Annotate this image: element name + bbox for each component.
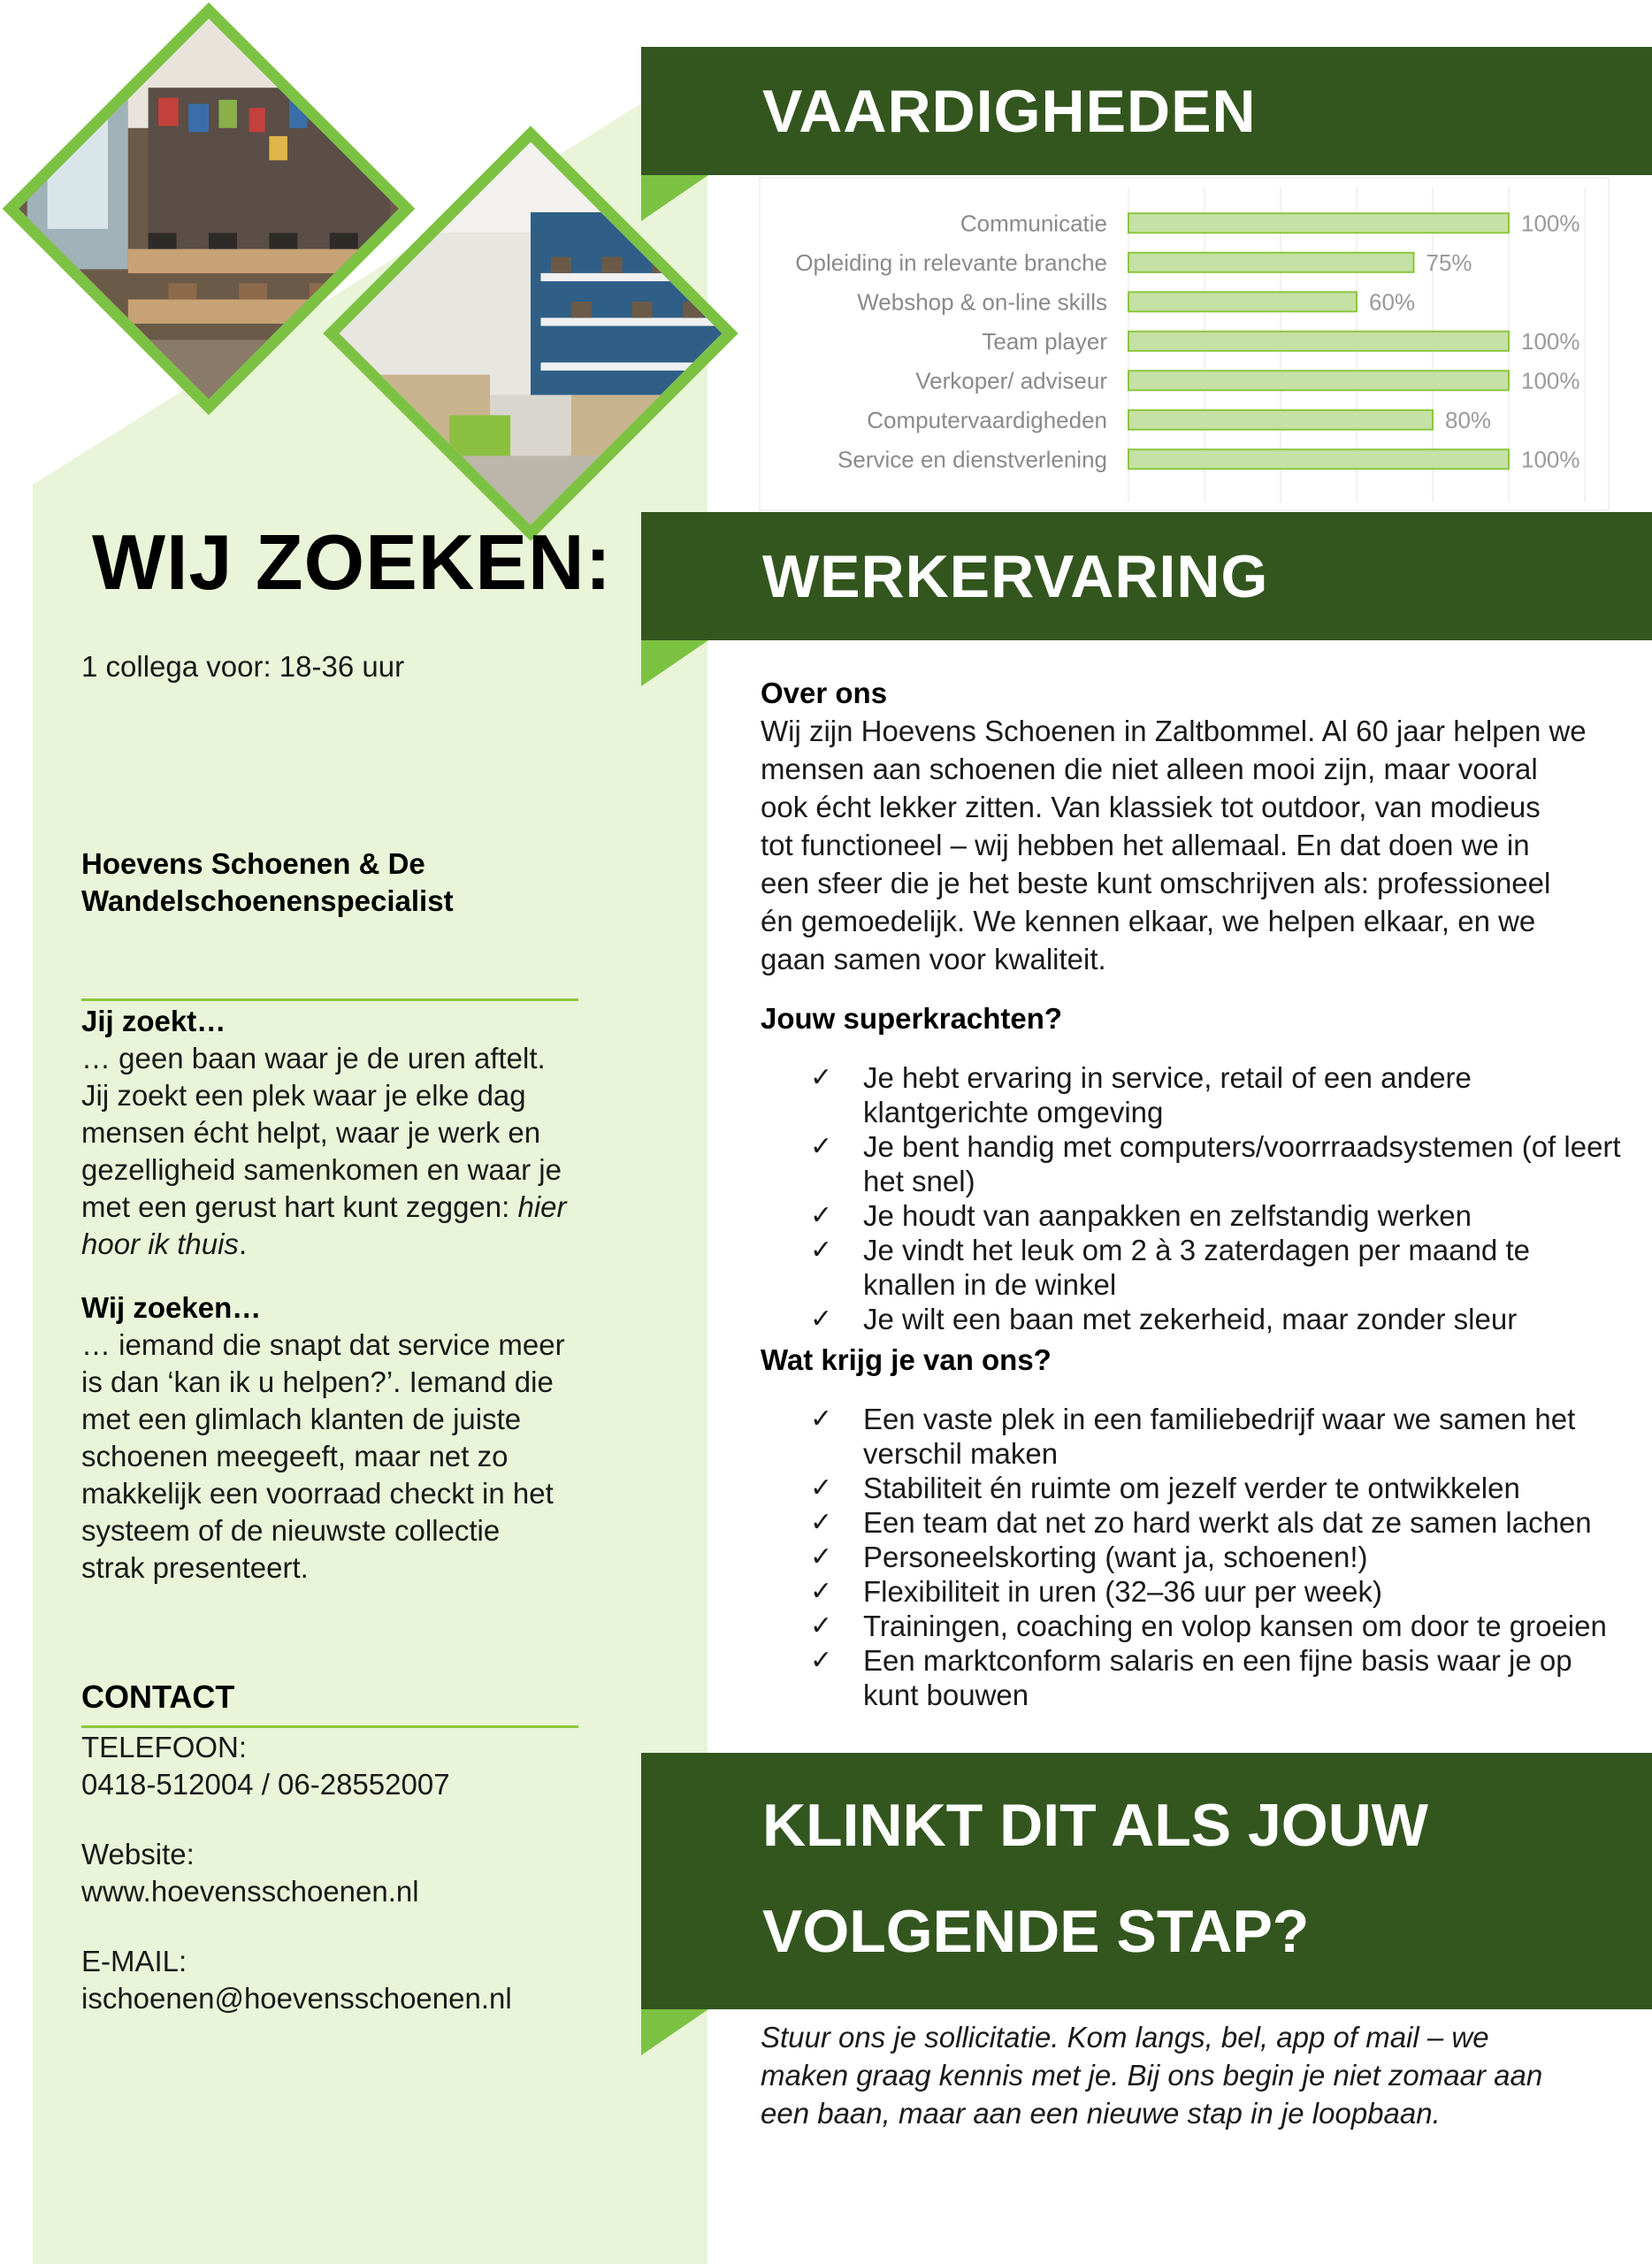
superpower-item (810, 1302, 1641, 1336)
call-to-action-text (761, 2018, 1610, 2132)
about-block (761, 674, 1645, 978)
chart-data-label: 100% (1521, 367, 1580, 394)
offer-item-text: Trainingen, coaching en volop kansen om door te groeien (863, 1610, 1607, 1642)
contact-heading: CONTACT (81, 1679, 235, 1715)
divider-rule (81, 1725, 578, 1728)
we-seek-text (81, 1327, 647, 1587)
we-seek-text-line: strak presenteert. (81, 1551, 309, 1584)
superpower-item-text: Je wilt een baan met zekerheid, maar zonder sleur (863, 1303, 1518, 1335)
you-seek-block (81, 1003, 647, 1263)
about-text-line: tot functioneel – wij hebben het allemaal. En dat doen we in (761, 829, 1530, 861)
we-seek-text-line: schoenen meegeeft, maar net zo (81, 1440, 509, 1472)
offer-heading: Wat krijg je van ons? (761, 1343, 1052, 1376)
offer-item (810, 1505, 1641, 1540)
superpower-item (810, 1233, 1641, 1302)
next-step-banner (641, 1753, 1652, 2009)
chart-category-label: Verkoper/ adviseur (915, 367, 1107, 394)
superpower-item-text: Je bent handig met computers/voorrraadsystemen (of leert (863, 1130, 1621, 1163)
superpower-item-text: het snel) (863, 1165, 975, 1197)
about-text-line: én gemoedelijk. We kennen elkaar, we helpen elkaar, en we (761, 905, 1536, 937)
banner-fold-decoration (641, 640, 708, 686)
checkmark-icon: ✓ (810, 1507, 833, 1538)
chart-category-label: Webshop & on-line skills (857, 288, 1107, 316)
skills-title: VAARDIGHEDEN (762, 78, 1257, 145)
superpower-item (810, 1060, 1641, 1129)
we-seek-text-line: systeem of de nieuwste collectie (81, 1514, 501, 1547)
superpower-item (810, 1129, 1641, 1198)
banner-fold-decoration (641, 2009, 708, 2055)
experience-banner (641, 512, 1652, 640)
offer-item-text: Flexibiliteit in uren (32–36 uur per week) (863, 1575, 1382, 1608)
you-seek-text-line (81, 1226, 647, 1263)
superpower-item-text: Je houdt van aanpakken en zelfstandig werken (863, 1199, 1472, 1232)
you-seek-text-fragment: gezelligheid samenkomen en waar je (81, 1153, 562, 1186)
wij-zoeken-title: WIJ ZOEKEN: (92, 518, 612, 606)
you-seek-italic: hoor ik thuis (81, 1228, 239, 1260)
next-step-title-line-2: VOLGENDE STAP? (762, 1898, 1310, 1965)
next-step-title-line-1: KLINKT DIT ALS JOUW (762, 1792, 1428, 1859)
offer-item-text: Stabiliteit én ruimte om jezelf verder te ontwikkelen (863, 1472, 1520, 1504)
we-seek-text-line: is dan ‘kan ik u helpen?’. Iemand die (81, 1365, 554, 1398)
checkmark-icon: ✓ (810, 1472, 833, 1503)
superpowers-heading: Jouw superkrachten? (761, 1002, 1063, 1035)
you-seek-text-line (81, 1151, 647, 1189)
you-seek-text (81, 1040, 647, 1263)
chart-bar (1128, 449, 1509, 469)
company-name-line-1: Hoevens Schoenen & De (81, 847, 425, 880)
email-label: E-MAIL: (81, 1945, 187, 1977)
offer-item-text: Een vaste plek in een familiebedrijf waar we samen het (863, 1403, 1576, 1435)
checkmark-icon: ✓ (810, 1610, 833, 1641)
vacancy-hours: 1 collega voor: 18-36 uur (81, 650, 405, 683)
you-seek-text-fragment: Jij zoekt een plek waar je elke dag (81, 1079, 526, 1112)
chart-category-label: Communicatie (960, 210, 1107, 237)
you-seek-italic: hier (517, 1190, 567, 1223)
you-seek-text-line (81, 1114, 647, 1151)
offer-item (810, 1402, 1641, 1471)
superpower-item (810, 1198, 1641, 1233)
offer-item (810, 1609, 1641, 1643)
we-seek-block (81, 1289, 647, 1587)
offer-item (810, 1471, 1641, 1505)
checkmark-icon: ✓ (810, 1404, 833, 1434)
offer-item-text: kunt bouwen (863, 1679, 1029, 1711)
you-seek-text-fragment: … geen baan waar je de uren aftelt. (81, 1042, 546, 1075)
about-heading: Over ons (761, 677, 888, 709)
offer-item (810, 1540, 1641, 1574)
chart-bar (1128, 410, 1433, 430)
company-name-line-2: Wandelschoenenspecialist (81, 884, 454, 917)
about-text-line: ook écht lekker zitten. Van klassiek tot outdoor, van modieus (761, 791, 1541, 823)
chart-data-label: 100% (1521, 446, 1580, 473)
offer-item-text: verschil maken (863, 1437, 1059, 1470)
chart-category-label: Team player (982, 327, 1107, 355)
you-seek-text-end: . (238, 1228, 248, 1260)
divider-rule (81, 998, 578, 1001)
chart-category-label: Opleiding in relevante branche (795, 249, 1107, 276)
banner-fold-decoration (641, 175, 708, 221)
checkmark-icon: ✓ (810, 1062, 833, 1093)
cta-text-line: een baan, maar aan een nieuwe stap in je loopbaan. (761, 2097, 1441, 2130)
we-seek-text-line: makkelijk een voorraad checkt in het (81, 1477, 554, 1510)
skills-banner (641, 47, 1652, 175)
skills-bar-chart (759, 177, 1610, 511)
chart-category-label: Computervaardigheden (867, 406, 1107, 433)
superpower-item-text: Je hebt ervaring in service, retail of een andere (863, 1061, 1472, 1094)
cta-text-line: Stuur ons je sollicitatie. Kom langs, bel, app of mail – we (761, 2021, 1489, 2054)
phone-label: TELEFOON: (81, 1731, 248, 1763)
chart-data-label: 75% (1426, 249, 1472, 276)
about-text-line: mensen aan schoenen die niet alleen mooi zijn, maar vooral (761, 753, 1538, 785)
chart-data-label: 100% (1521, 327, 1580, 355)
we-seek-text-line: … iemand die snapt dat service meer (81, 1328, 565, 1361)
chart-data-label: 80% (1445, 406, 1492, 433)
superpowers-list (810, 1060, 1641, 1336)
email-link[interactable]: ischoenen@hoevensschoenen.nl (81, 1982, 512, 2015)
offer-item-text: Een marktconform salaris en een fijne basis waar je op (863, 1644, 1572, 1677)
checkmark-icon: ✓ (810, 1541, 833, 1572)
offer-item-text: Een team dat net zo hard werkt als dat ze samen lachen (863, 1506, 1592, 1539)
chart-bar (1128, 371, 1509, 390)
checkmark-icon: ✓ (810, 1645, 833, 1676)
chart-bar (1128, 253, 1414, 272)
website-link[interactable]: www.hoevensschoenen.nl (81, 1875, 419, 1908)
offer-item-text: Personeelskorting (want ja, schoenen!) (863, 1541, 1368, 1573)
checkmark-icon: ✓ (810, 1131, 833, 1162)
superpower-item-text: knallen in de winkel (863, 1268, 1117, 1301)
experience-title: WERKERVARING (762, 543, 1269, 610)
superpower-item-text: Je vindt het leuk om 2 à 3 zaterdagen per maand te (863, 1234, 1530, 1266)
chart-category-label: Service en dienstverlening (837, 446, 1107, 473)
about-text-line: een sfeer die je het beste kunt omschrijven als: professioneel (761, 867, 1551, 899)
company-name (81, 845, 630, 920)
checkmark-icon: ✓ (810, 1576, 833, 1607)
superpower-item-text: klantgerichte omgeving (863, 1096, 1164, 1128)
we-seek-heading: Wij zoeken… (81, 1291, 262, 1324)
offer-item (810, 1574, 1641, 1609)
about-text (761, 712, 1645, 978)
you-seek-text-fragment: met een gerust hart kunt zeggen: (81, 1190, 518, 1223)
chart-bar (1128, 292, 1357, 311)
contact-block (81, 1729, 647, 2017)
cta-text-line: maken graag kennis met je. Bij ons begin je niet zomaar aan (761, 2059, 1543, 2092)
you-seek-text-line (81, 1189, 647, 1226)
you-seek-heading: Jij zoekt… (81, 1005, 226, 1037)
about-text-line: Wij zijn Hoevens Schoenen in Zaltbommel. Al 60 jaar helpen we (761, 715, 1587, 747)
offers-list (810, 1402, 1641, 1712)
offer-item (810, 1643, 1641, 1712)
about-text-line: gaan samen voor kwaliteit. (761, 943, 1106, 975)
chart-data-label: 100% (1521, 210, 1580, 237)
you-seek-text-line (81, 1077, 647, 1114)
you-seek-text-fragment: mensen écht helpt, waar je werk en (81, 1116, 541, 1149)
you-seek-text-line (81, 1040, 647, 1077)
website-label: Website: (81, 1838, 195, 1870)
phone-value[interactable]: 0418-512004 / 06-28552007 (81, 1768, 450, 1801)
checkmark-icon: ✓ (810, 1304, 833, 1335)
chart-bar (1128, 332, 1509, 351)
checkmark-icon: ✓ (810, 1235, 833, 1266)
chart-data-label: 60% (1369, 288, 1416, 316)
next-step-title (762, 1772, 1558, 1985)
we-seek-text-line: met een glimlach klanten de juiste (81, 1403, 522, 1435)
chart-bar (1128, 213, 1509, 233)
checkmark-icon: ✓ (810, 1200, 833, 1231)
